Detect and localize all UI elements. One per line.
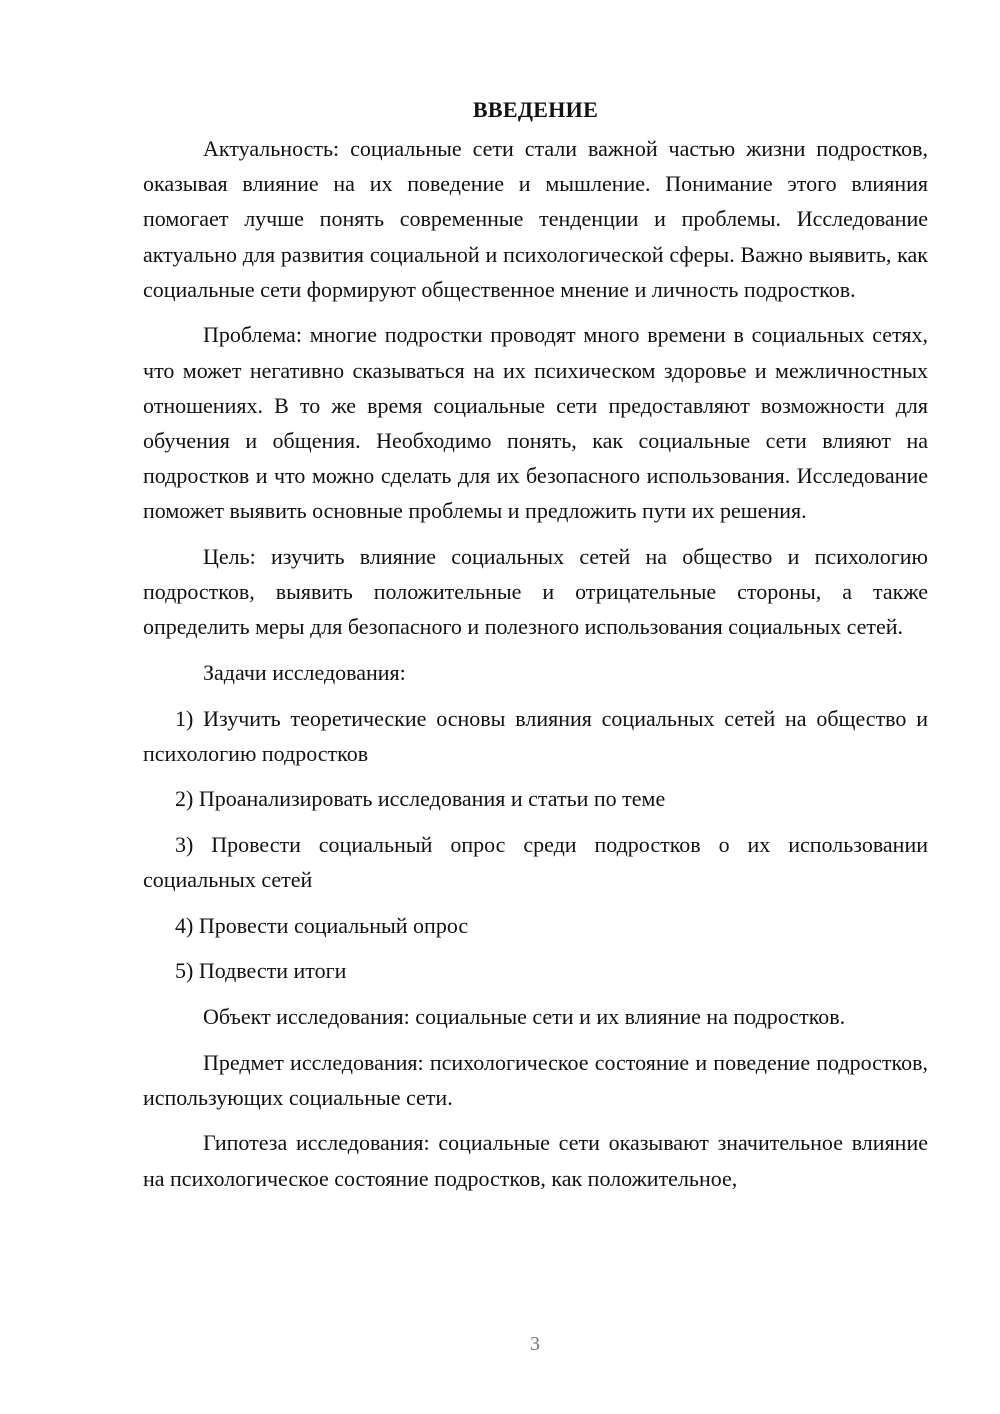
- page-number: 3: [530, 1333, 540, 1355]
- paragraph-problem: Проблема: многие подростки проводят много времени в социальных сетях, что может негативно сказываться на их психическом здоровье и межличностных отношениях. В то же время социальные сети предоставляют возможности для обучения и общения. Необходимо понять, как социальные сети влияют на подростков и что можно сделать для их безопасного использования. Исследование поможет выявить основные проблемы и предложить пути их решения.: [143, 322, 928, 524]
- task-item-4: 4) Провести социальный опрос: [175, 912, 469, 938]
- task-item-3: 3) Провести социальный опрос среди подростков о их использовании социальных сетей: [143, 832, 928, 893]
- paragraph-relevance: Актуальность: социальные сети стали важной частью жизни подростков, оказывая влияние на их поведение и мышление. Понимание этого влияния помогает лучше понять современные тенденции и проблемы. Исследование актуально для развития социальной и психологической сферы. Важно выявить, как социальные сети формируют общественное мнение и личность подростков.: [143, 136, 928, 302]
- paragraph-hypothesis: Гипотеза исследования: социальные сети оказывают значительное влияние на психологическое состояние подростков, как положительное,: [143, 1130, 928, 1191]
- task-item-2: 2) Проанализировать исследования и статьи по теме: [175, 786, 666, 812]
- paragraph-goal: Цель: изучить влияние социальных сетей на общество и психологию подростков, выявить положительные и отрицательные стороны, а также определить меры для безопасного и полезного использования социальных сетей.: [143, 544, 928, 640]
- section-heading: ВВЕДЕНИЕ: [472, 97, 599, 122]
- document-page: [143, 92, 928, 1206]
- task-item-1: 1) Изучить теоретические основы влияния социальных сетей на общество и психологию подростков: [143, 705, 928, 766]
- paragraph-object: Объект исследования: социальные сети и их влияние на подростков.: [203, 1003, 846, 1029]
- task-item-5: 5) Подвести итоги: [175, 958, 347, 984]
- paragraph-subject: Предмет исследования: психологическое состояние и поведение подростков, использующих социальные сети.: [143, 1049, 928, 1110]
- tasks-heading: Задачи исследования:: [203, 660, 406, 686]
